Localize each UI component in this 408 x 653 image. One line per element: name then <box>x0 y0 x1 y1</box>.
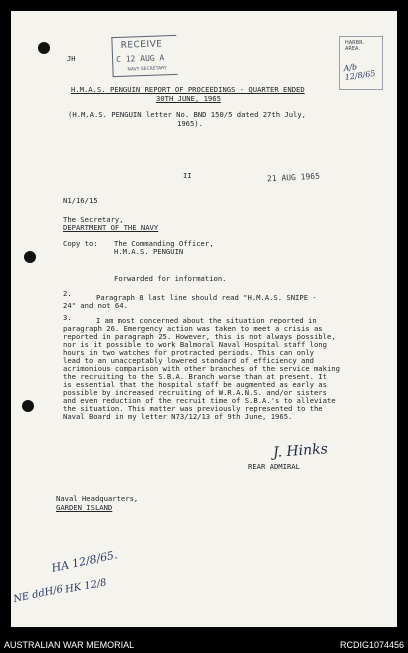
paragraph-3-line: lead to an unacceptably lowered standard of efficiency and <box>63 356 314 365</box>
origin-line2: GARDEN ISLAND <box>56 503 113 512</box>
copy-to-line2: H.M.A.S. PENGUIN <box>114 247 184 256</box>
paragraph-3-line: is essential that the hospital staff be augmented as early as <box>63 380 327 389</box>
paragraph-2-number: 2. <box>63 289 72 298</box>
margin-note: A/b 12/8/65 <box>342 62 376 83</box>
paragraph-3-line: and even reduction of the recruit time of S.B.A.'s to alleviate <box>63 396 336 405</box>
reference-line1: (H.M.A.S. PENGUIN letter No. BND 150/5 dated 27th July, <box>68 110 306 119</box>
report-title-line1: H.M.A.S. PENGUIN REPORT OF PROCEEDINGS - QUARTER ENDED <box>71 85 305 94</box>
date-received-stamp: 21 AUG 1965 <box>266 171 321 184</box>
paragraph-2-line: 24" and not 64. <box>63 301 128 310</box>
paragraph-3-line: acrimonious comparison with other branches of the service making <box>63 364 340 373</box>
received-stamp <box>111 35 177 77</box>
stamp-subtitle: NAVY SECRETARY <box>127 66 167 73</box>
report-title-line2: 30TH JUNE, 1965 <box>156 94 221 103</box>
stamp-title: RECEIVE <box>120 39 163 51</box>
paragraph-3-line: Naval Board in my letter N73/12/13 of 9th June, 1965. <box>63 412 293 421</box>
archive-footer <box>0 638 408 653</box>
forwarded-text: Forwarded for information. <box>114 274 227 283</box>
section-number: II <box>183 171 192 180</box>
addressee-line1: The Secretary, <box>63 215 124 224</box>
harbour-area-label: HARBR. AREA. <box>345 40 364 52</box>
paragraph-3-line: the situation. This matter was previously represented to the <box>63 404 323 413</box>
paragraph-3-line: I am most concerned about the situation reported in <box>96 316 317 325</box>
footer-id: RCDIG1074456 <box>339 640 404 650</box>
paragraph-3-line: the recruiting to the S.B.A. Branch worse than at present. It <box>63 372 327 381</box>
paragraph-2-line: Paragraph 8 last line should read "H.M.A.S. SNIPE - <box>96 293 317 302</box>
signature: J. Hinks <box>272 441 329 461</box>
paragraph-3-line: possible by increased recruiting of W.R.A.N.S. and/or sisters <box>63 388 327 397</box>
initials: JH <box>67 55 76 63</box>
addressee-line2: DEPARTMENT OF THE NAVY <box>63 223 159 232</box>
paragraph-3-line: paragraph 26. Emergency action was taken to meet a crisis as <box>63 324 323 333</box>
punch-hole <box>38 42 50 54</box>
origin-line1: Naval Headquarters, <box>56 494 139 503</box>
paragraph-3-number: 3. <box>63 313 72 322</box>
copy-to-label: Copy to: <box>63 239 98 248</box>
paragraph-3-line: reported in paragraph 25. However, this is not always possible, <box>63 332 336 341</box>
paragraph-3-line: nor is it possible to work Balmoral Naval Hospital staff long <box>63 340 327 349</box>
handwritten-annotation-hk: HK 12/8 <box>64 577 108 596</box>
handwritten-annotation-ha: HA 12/8/65. <box>50 548 119 575</box>
copy-to-line1: The Commanding Officer, <box>114 239 214 248</box>
file-reference: N1/16/15 <box>63 196 98 205</box>
stamp-date: C 12 AUG A <box>115 53 165 64</box>
punch-hole <box>24 251 36 263</box>
footer-source: AUSTRALIAN WAR MEMORIAL <box>4 640 135 650</box>
paragraph-3-line: hours in two watches for protracted periods. This can only <box>63 348 314 357</box>
reference-line2: 1965). <box>177 119 203 128</box>
punch-hole <box>22 400 34 412</box>
document-page <box>11 11 397 627</box>
signatory-title: REAR ADMIRAL <box>248 462 300 471</box>
handwritten-annotation-ne: NE ddH/6 <box>12 583 65 606</box>
